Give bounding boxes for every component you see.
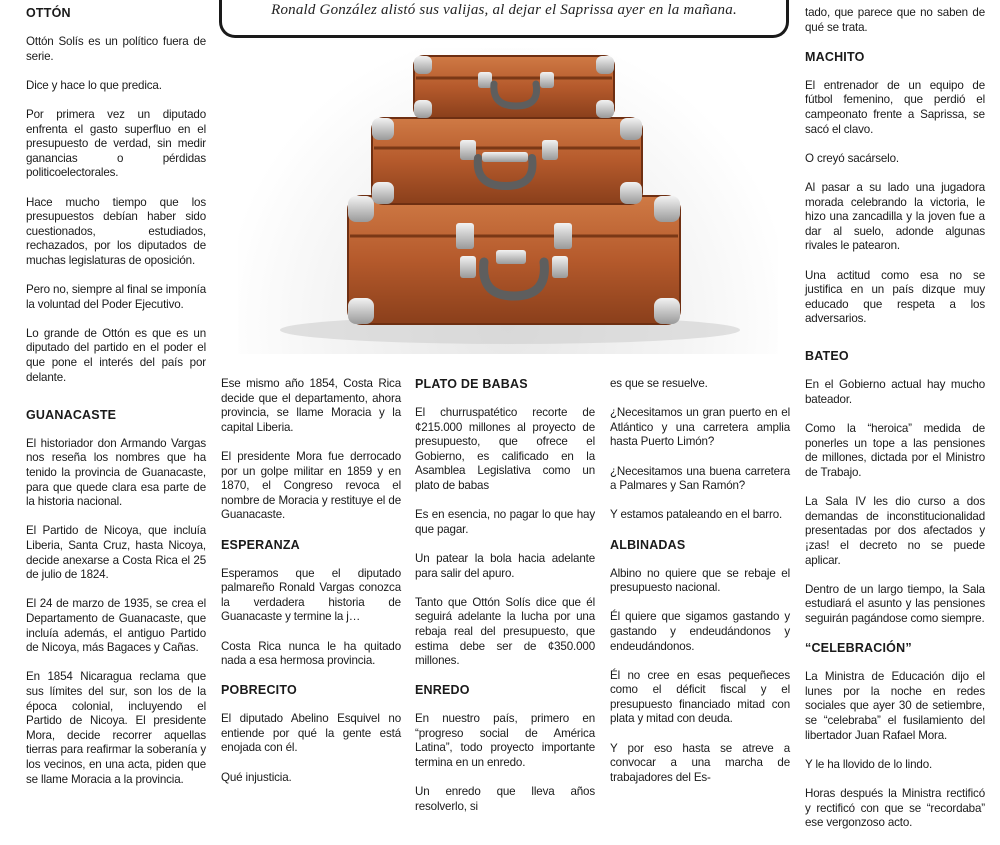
column-4 xyxy=(610,377,790,800)
paragraph: Y estamos pataleando en el barro. xyxy=(610,508,783,522)
paragraph: El 24 de marzo de 1935, se crea el Departamento de Guanacaste, que incluía además, el antiguo Partido de Nicoya, más Bagaces y Cañas. xyxy=(26,597,206,655)
column-5 xyxy=(805,6,985,845)
paragraph: El Partido de Nicoya, que incluía Liberia, Santa Cruz, hasta Nicoya, decide anexarse a Costa Rica el 25 de julio de 1824. xyxy=(26,524,206,582)
section-heading-guanacaste: GUANACASTE xyxy=(26,407,117,422)
paragraph: Una actitud como esa no se justifica en un país dizque muy educado que respeta a los adversarios. xyxy=(805,268,985,326)
paragraph: La Ministra de Educación dijo el lunes por la noche en redes sociales que ayer 30 de setiembre, se “celebraba” el fusilamiento del libertador Juan Rafael Mora. xyxy=(805,670,985,742)
paragraph: El entrenador de un equipo de fútbol femenino, que perdió el campeonato frente a Saprissa, se sacó el clavo. xyxy=(805,78,985,136)
section-heading-albinadas: ALBINADAS xyxy=(610,537,686,552)
paragraph: ¿Necesitamos un gran puerto en el Atlántico y una carretera amplia hasta Puerto Limón? xyxy=(610,406,790,449)
section-heading-celebracion: “CELEBRACIÓN” xyxy=(805,641,912,656)
paragraph: Costa Rica nunca le ha quitado nada a esa hermosa provincia. xyxy=(221,639,401,668)
paragraph: El diputado Abelino Esquivel no entiende por qué la gente está enojada con él. xyxy=(221,712,401,755)
paragraph: Como la “heroica” medida de ponerles un tope a las pensiones de millones, dictada por el Ministro de Trabajo. xyxy=(805,422,985,480)
section-heading-pobrecito: POBRECITO xyxy=(221,683,297,698)
suitcase-illustration xyxy=(238,48,778,354)
section-heading-plato-de-babas: PLATO DE BABAS xyxy=(415,377,528,391)
paragraph: es que se resuelve. xyxy=(610,377,708,390)
section-heading-esperanza: ESPERANZA xyxy=(221,537,300,552)
small-suitcase xyxy=(414,56,614,118)
paragraph: ¿Necesitamos una buena carretera a Palmares y San Ramón? xyxy=(610,464,790,493)
paragraph: Ese mismo año 1854, Costa Rica decide que el departamento, ahora provincia, se llame Moracia y la capital Liberia. xyxy=(221,377,401,434)
paragraph: Un enredo que lleva años resolverlo, si xyxy=(415,785,595,813)
section-heading-bateo: BATEO xyxy=(805,349,849,364)
paragraph: El churruspatético recorte de ¢215.000 millones al proyecto de presupuesto, que ofrece el Gobierno, es calificado en la Asamblea Legislativa como un plato de babas xyxy=(415,406,595,492)
paragraph: Pero no, siempre al final se imponía la voluntad del Poder Ejecutivo. xyxy=(26,283,206,311)
paragraph: Por primera vez un diputado enfrenta el gasto superfluo en el presupuesto de verdad, sin medir ganancias o pérdidas politicoelectorales. xyxy=(26,107,206,180)
caption-box xyxy=(219,0,789,38)
paragraph: Dice y hace lo que predica. xyxy=(26,78,162,92)
paragraph: Ottón Solís es un político fuera de serie. xyxy=(26,35,206,63)
paragraph: Es en esencia, no pagar lo que hay que pagar. xyxy=(415,508,595,536)
paragraph: Hace mucho tiempo que los presupuestos debían haber sido cuestionados, estudiados, rechazados, por los diputados de muchas legislaturas de oposición. xyxy=(26,195,206,267)
paragraph: Y le ha llovido de lo lindo. xyxy=(805,757,933,771)
paragraph: Dentro de un largo tiempo, la Sala estudiará el asunto y las pensiones seguirán pagándose como siempre. xyxy=(805,582,985,625)
paragraph: Tanto que Ottón Solís dice que él seguirá adelante la lucha por una rebaja real del presupuesto, que estima debe ser de ¢350.000 millones. xyxy=(415,595,595,668)
paragraph: Él quiere que sigamos gastando y gastando y endeudándonos y endeudándonos. xyxy=(610,610,790,653)
large-suitcase xyxy=(348,196,680,324)
column-3 xyxy=(415,377,595,829)
section-heading-enredo: ENREDO xyxy=(415,683,470,698)
column-1 xyxy=(26,6,206,802)
paragraph: tado, que parece que no saben de qué se trata. xyxy=(805,6,985,34)
paragraph: Lo grande de Ottón es que es un diputado del partido en el poder el que pone el interés del país por delante. xyxy=(26,326,206,384)
section-heading-machito: MACHITO xyxy=(805,49,865,64)
paragraph: La Sala IV les dio curso a dos demandas de inconstitucionalidad presentadas por dos afectados y ¡zas! el decreto no se puede aplicar. xyxy=(805,495,985,567)
paragraph: Él no cree en esas pequeñeces como el déficit fiscal y el presupuesto financiado mitad con plata y mitad con deuda. xyxy=(610,668,790,726)
paragraph: En el Gobierno actual hay mucho bateador. xyxy=(805,378,985,407)
paragraph: En nuestro país, primero en “progreso social de América Latina”, todo proyecto importante termina en un enredo. xyxy=(415,712,595,770)
photo-caption: Ronald González alistó sus valijas, al dejar el Saprissa ayer en la mañana. xyxy=(271,2,737,18)
paragraph: El historiador don Armando Vargas nos reseña los nombres que ha tenido la provincia de Guanacaste, para que quede clara esa parte de la historia nacional. xyxy=(26,436,206,509)
suitcase-stack-image xyxy=(238,48,778,354)
paragraph: Horas después la Ministra rectificó y rectificó con que se “recordaba” ese vergonzoso acto. xyxy=(805,786,985,830)
paragraph: Albino no quiere que se rebaje el presupuesto nacional. xyxy=(610,566,790,595)
medium-suitcase xyxy=(372,118,642,204)
paragraph: Esperamos que el diputado palmareño Ronald Vargas conozca la verdadera historia de Guanacaste y termine la j… xyxy=(221,566,401,624)
paragraph: El presidente Mora fue derrocado por un golpe militar en 1859 y en 1870, el Congreso revoca el nombre de Moracia y restituye el de Guanacaste. xyxy=(221,449,401,522)
paragraph: Y por eso hasta se atreve a convocar a una marcha de trabajadores del Es- xyxy=(610,741,790,784)
paragraph: Un patear la bola hacia adelante para salir del apuro. xyxy=(415,551,595,580)
section-heading-otton: OTTÓN xyxy=(26,6,71,20)
paragraph: En 1854 Nicaragua reclama que sus límites del sur, son los de la época colonial, incluyendo el Partido de Nicoya. El presidente Mora, decide recorrer aquellas tierras para reafirmar la soberanía y los vecinos, en una acta, piden que se llame Moracia a la provincia. xyxy=(26,670,206,786)
paragraph: O creyó sacárselo. xyxy=(805,151,899,165)
paragraph: Qué injusticia. xyxy=(221,770,292,784)
paragraph: Al pasar a su lado una jugadora morada celebrando la victoria, le hizo una zancadilla y la joven fue a dar al suelo, adonde algunas rivales le patearon. xyxy=(805,180,985,253)
column-2 xyxy=(221,377,401,800)
